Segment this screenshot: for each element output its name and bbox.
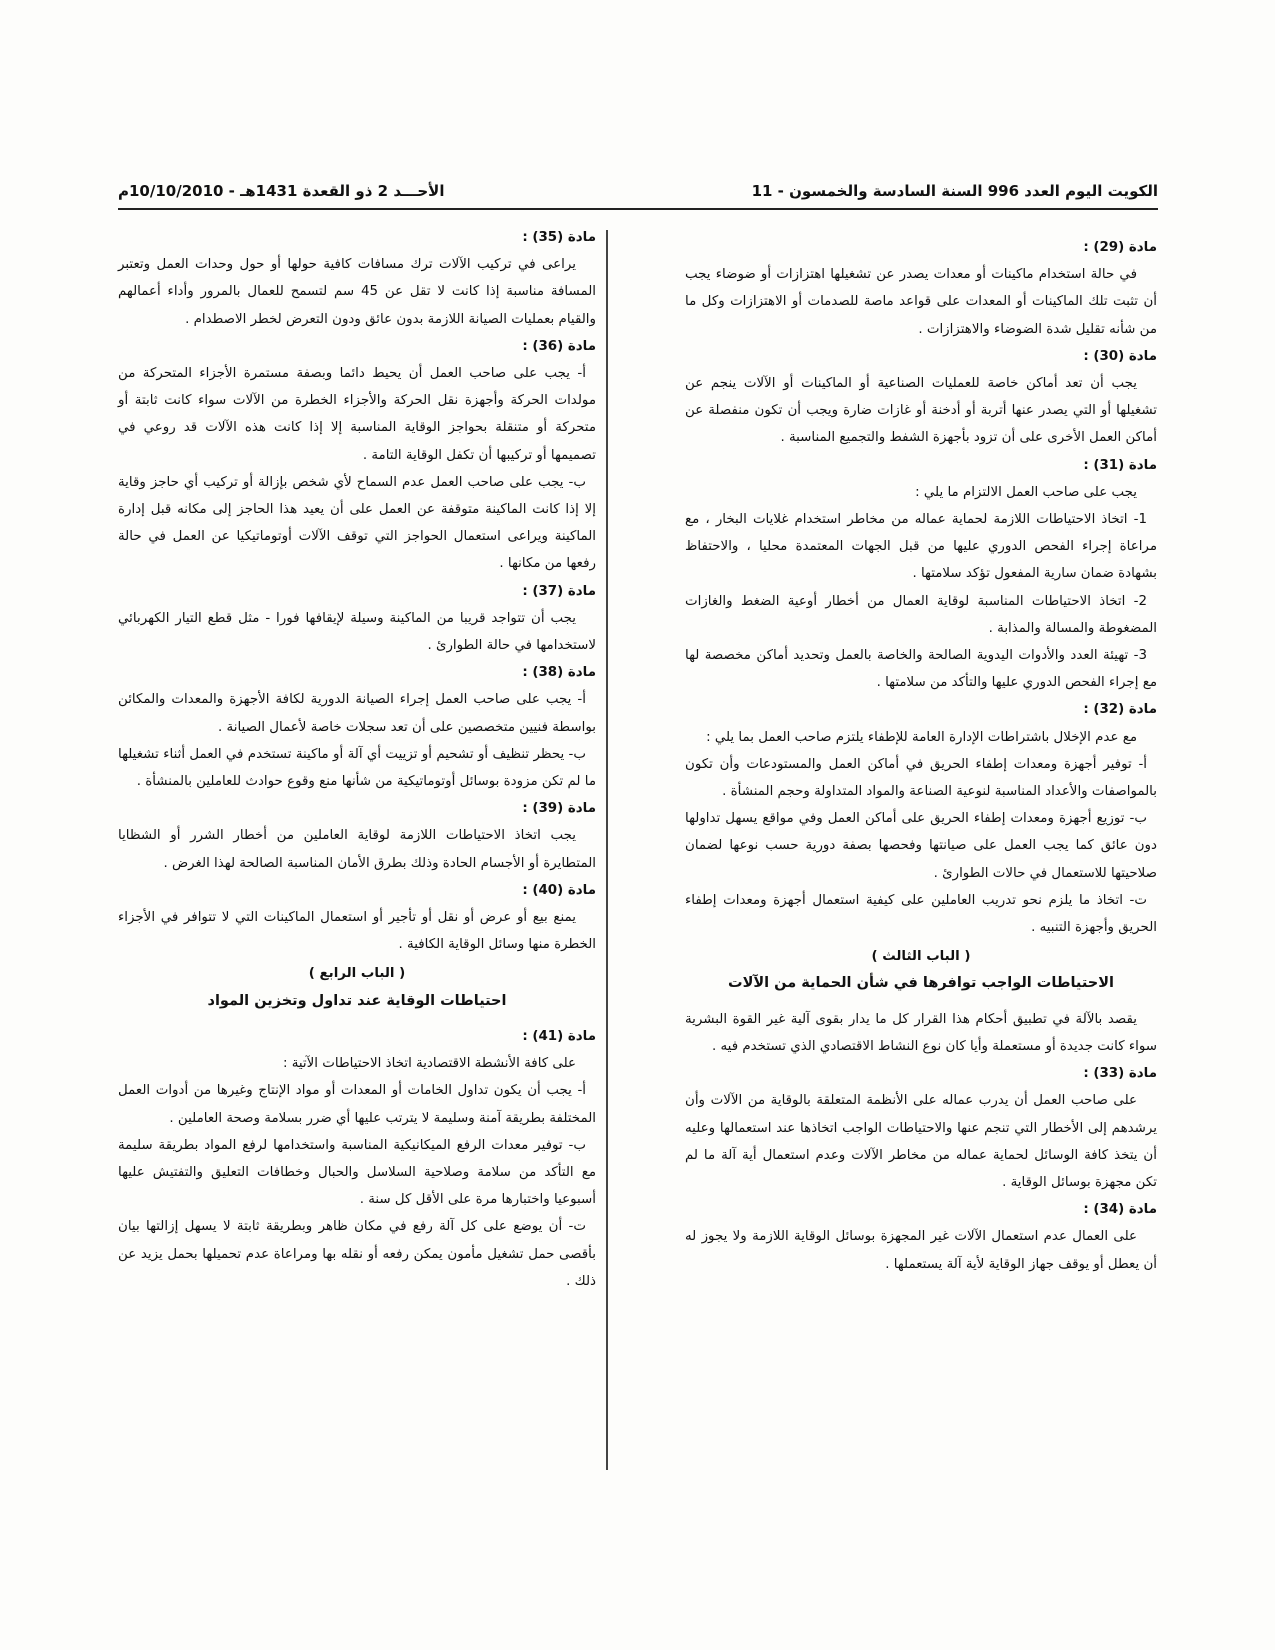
paragraph: يمنع بيع أو عرض أو نقل أو تأجير أو استعمال الماكينات التي لا تتوافر في الأجزاء الخطرة منها وسائل الوقاية الكافية .	[118, 910, 596, 953]
paragraph: يجب على صاحب العمل الالتزام ما يلي :	[915, 484, 1137, 500]
list-item: أ- يجب على صاحب العمل أن يحيط دائما وبصفة مستمرة الأجزاء المتحركة من مولدات الحركة وأجهزة نقل الحركة والأجزاء الخطرة من الآلات سواء كانت ثابتة أو متحركة أو متنقلة بحواجز الوقاية المناسبة إلا إذا كانت هذه الآلات قد روعي في تصميمها أو تركيبها أن تكفل الوقاية التامة .	[118, 366, 596, 463]
chapter-title: الاحتياطات الواجب توافرها في شأن الحماية من الآلات	[728, 975, 1114, 992]
chapter-heading: ( الباب الرابع )	[308, 966, 406, 982]
article-heading: مادة (39) :	[522, 801, 596, 817]
article-heading: مادة (38) :	[522, 665, 596, 681]
chapter-heading: ( الباب الثالث )	[871, 949, 971, 965]
paragraph: مع عدم الإخلال باشتراطات الإدارة العامة للإطفاء يلتزم صاحب العمل بما يلي :	[706, 729, 1137, 745]
list-item: ب- يجب على صاحب العمل عدم السماح لأي شخص بإزالة أو تركيب أي حاجز وقاية إلا إذا كانت الماكينة متوقفة عن العمل على أن يعيد هذا الحاجز إلى مكانه قبل إدارة الماكينة ويراعى استعمال الحواجز التي توقف الآلات أوتوماتيكيا عن العمل في حالة رفعها من مكانها .	[118, 474, 596, 572]
list-item: ت- أن يوضع على كل آلة رفع في مكان ظاهر وبطريقة ثابتة لا يسهل إزالتها بيان بأقصى حمل تشغيل مأمون يمكن رفعه أو نقله بها ومراعاة عدم تحميلها بحمل يزيد عن ذلك .	[118, 1219, 596, 1289]
column-divider	[606, 230, 608, 1470]
paragraph: يراعى في تركيب الآلات ترك مسافات كافية حولها أو حول وحدات العمل وتعتبر المسافة مناسبة إذا كانت لا تقل عن 45 سم لتسمح للعمال بالمرور وأداء أعمالهم والقيام بعمليات الصيانة اللازمة بدون عائق ودون التعرض لخطر الاصطدام .	[118, 257, 597, 327]
article-heading: مادة (29) :	[1083, 240, 1157, 255]
chapter-title: احتياطات الوقاية عند تداول وتخزين المواد	[207, 992, 507, 1009]
list-item: 2- اتخاذ الاحتياطات المناسبة لوقاية العمال من أخطار أوعية الضغط والغازات المضغوطة والمسالة والمذابة .	[685, 593, 1157, 636]
article-heading: مادة (34) :	[1083, 1202, 1157, 1218]
article-heading: مادة (41) :	[522, 1028, 596, 1044]
list-item: ت- اتخاذ ما يلزم نحو تدريب العاملين على كيفية استعمال أجهزة ومعدات إطفاء الحريق وأجهزة التنبيه .	[685, 892, 1157, 936]
paragraph: يقصد بالآلة في تطبيق أحكام هذا القرار كل ما يدار بقوى آلية غير القوة البشرية سواء كانت جديدة أو مستعملة وأيا كان نوع النشاط الاقتصادي الذي تستخدم فيه .	[685, 1011, 1157, 1054]
article-heading: مادة (40) :	[522, 882, 596, 898]
header-date: الأحـــد 2 ذو القعدة 1431هـ - 10/10/2010م	[118, 182, 445, 200]
article-heading: مادة (33) :	[1083, 1066, 1157, 1082]
paragraph: في حالة استخدام ماكينات أو معدات يصدر عن تشغيلها اهتزازات أو ضوضاء يجب أن تثبت تلك الماكينات أو المعدات على قواعد ماصة للصدمات أو الاهتزازات وكل ما من شأنه تقليل شدة الضوضاء والاهتزازات .	[685, 267, 1157, 337]
article-heading: مادة (35) :	[522, 230, 596, 245]
article-heading: مادة (31) :	[1083, 457, 1157, 473]
article-heading: مادة (36) :	[522, 338, 596, 354]
left-column	[118, 224, 596, 1295]
list-item: 3- تهيئة العدد والأدوات اليدوية الصالحة والخاصة بالعمل وتحديد أماكن مخصصة لها مع إجراء الفحص الدوري عليها والتأكد من سلامتها .	[685, 648, 1157, 691]
paragraph: على كافة الأنشطة الاقتصادية اتخاذ الاحتياطات الآتية :	[282, 1056, 576, 1072]
paragraph: يجب اتخاذ الاحتياطات اللازمة لوقاية العاملين من أخطار الشرر أو الشظايا المتطايرة أو الأجسام الحادة وذلك بطرق الأمان المناسبة الصالحة لهذا الغرض .	[118, 828, 596, 871]
paragraph: يجب أن تعد أماكن خاصة للعمليات الصناعية أو الماكينات أو الآلات ينجم عن تشغيلها أو التي يصدر عنها أتربة أو أدخنة أو غازات ضارة ويجب أن تكون منفصلة عن أماكن العمل الأخرى على أن تزود بأجهزة الشفط والتجميع المناسبة .	[685, 376, 1157, 446]
article-heading: مادة (37) :	[522, 583, 596, 599]
page-header	[118, 176, 1158, 210]
list-item: ب- توفير معدات الرفع الميكانيكية المناسبة واستخدامها لرفع المواد بطريقة سليمة مع التأكد من سلامة وصلاحية السلاسل والحبال وخطافات التعليق والتفتيش عليها أسبوعيا واختبارها مرة على الأقل كل سنة .	[118, 1137, 596, 1208]
header-issue-info: الكويت اليوم العدد 996 السنة السادسة والخمسون - 11	[751, 182, 1158, 200]
right-column	[685, 224, 1157, 1278]
list-item: أ- توفير أجهزة ومعدات إطفاء الحريق في أماكن العمل والمستودعات وأن تكون بالمواصفات والأعداد المناسبة لنوعية الصناعة والمواد المتداولة وحجم المنشأة .	[685, 756, 1157, 800]
list-item: أ- يجب على صاحب العمل إجراء الصيانة الدورية لكافة الأجهزة والمعدات والمكائن بواسطة فنيين متخصصين على أن تعد سجلات خاصة لأعمال الصيانة .	[118, 692, 596, 735]
paragraph: يجب أن تتواجد قريبا من الماكينة وسيلة لإيقافها فورا - مثل قطع التيار الكهربائي لاستخدامها في حالة الطوارئ .	[118, 610, 596, 654]
list-item: أ- يجب أن يكون تداول الخامات أو المعدات أو مواد الإنتاج وغيرها من أدوات العمل المختلفة بطريقة آمنة وسليمة لا يترتب عليها أي ضرر بسلامة وصحة العاملين .	[118, 1083, 596, 1126]
article-heading: مادة (30) :	[1083, 348, 1157, 364]
paragraph: على صاحب العمل أن يدرب عماله على الأنظمة المتعلقة بالوقاية من الآلات وأن يرشدهم إلى الأخطار التي تنجم عنها والاحتياطات الواجب اتخاذها عند استعمالها وعليه أن يتخذ كافة الوسائل لحماية عماله من مخاطر الآلات وعدم استعمال أية آلة ما لم تكن مجهزة بوسائل الوقاية .	[685, 1093, 1157, 1190]
paragraph: على العمال عدم استعمال الآلات غير المجهزة بوسائل الوقاية اللازمة ولا يجوز له أن يعطل أو يوقف جهاز الوقاية لأية آلة يستعملها .	[685, 1229, 1157, 1272]
list-item: ب- توزيع أجهزة ومعدات إطفاء الحريق على أماكن العمل وفي مواقع يسهل تداولها دون عائق كما يجب العمل على صيانتها وفحصها بصفة دورية حسب نوعها لضمان صلاحيتها للاستعمال في حالات الطوارئ .	[685, 811, 1157, 881]
list-item: ب- يحظر تنظيف أو تشحيم أو تزييت أي آلة أو ماكينة تستخدم في العمل أثناء تشغيلها ما لم تكن مزودة بوسائل أوتوماتيكية من شأنها منع وقوع حوادث للعاملين بالمنشأة .	[118, 746, 596, 790]
article-heading: مادة (32) :	[1083, 702, 1157, 718]
list-item: 1- اتخاذ الاحتياطات اللازمة لحماية عماله من مخاطر استخدام غلايات البخار ، مع مراعاة إجراء الفحص الدوري عليها من قبل الجهات المعتمدة محليا ، والاحتفاظ بشهادة ضمان سارية المفعول تؤكد سلامتها .	[685, 512, 1157, 582]
